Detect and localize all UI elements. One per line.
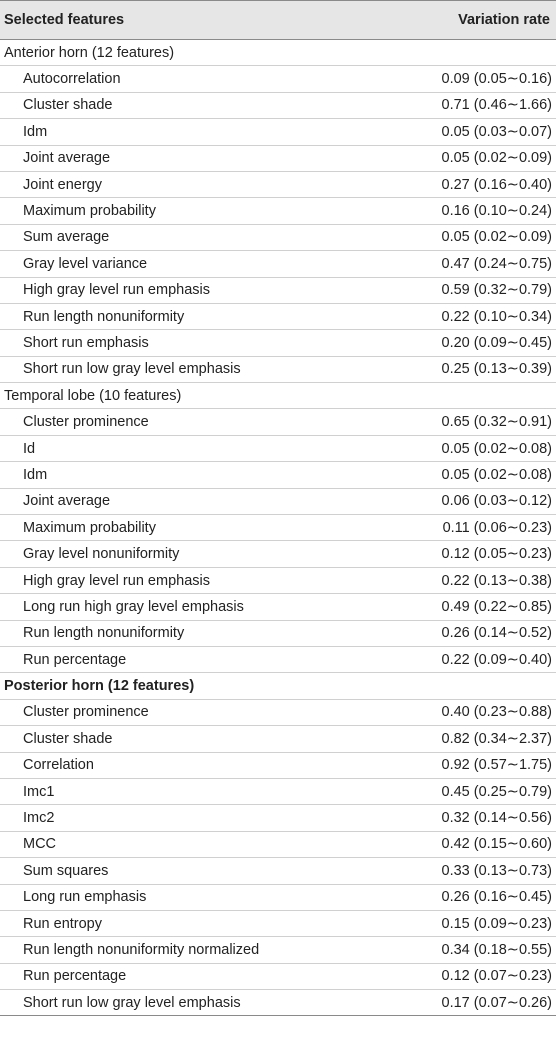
variation-rate-value: 0.20 (0.09∼0.45) <box>441 334 552 351</box>
variation-rate-value: 0.27 (0.16∼0.40) <box>441 176 552 193</box>
feature-name: Run length nonuniformity <box>23 625 185 642</box>
table-row <box>0 172 556 198</box>
table-row <box>0 462 556 488</box>
header-variation-rate: Variation rate <box>458 12 550 28</box>
table-row <box>0 594 556 620</box>
table-row <box>0 726 556 752</box>
table-row <box>0 251 556 277</box>
feature-name: Run percentage <box>23 651 127 668</box>
table-row <box>0 119 556 145</box>
group-header-row <box>0 383 556 409</box>
variation-rate-value: 0.12 (0.07∼0.23) <box>441 968 552 985</box>
table-row <box>0 357 556 383</box>
variation-rate-value: 0.47 (0.24∼0.75) <box>441 255 552 272</box>
table-row <box>0 753 556 779</box>
variation-rate-value: 0.42 (0.15∼0.60) <box>441 836 552 853</box>
table-row <box>0 489 556 515</box>
variation-rate-value: 0.33 (0.13∼0.73) <box>441 862 552 879</box>
table-row <box>0 937 556 963</box>
feature-name: Joint average <box>23 493 111 510</box>
table-row <box>0 647 556 673</box>
variation-rate-value: 0.26 (0.16∼0.45) <box>441 889 552 906</box>
feature-name: High gray level run emphasis <box>23 572 210 589</box>
group-header-row <box>0 673 556 699</box>
feature-name: Cluster prominence <box>23 704 149 721</box>
feature-name: Run length nonuniformity <box>23 308 185 325</box>
feature-name: Joint energy <box>23 176 102 193</box>
feature-name: Short run low gray level emphasis <box>23 361 241 378</box>
variation-rate-value: 0.22 (0.10∼0.34) <box>441 308 552 325</box>
table-row <box>0 885 556 911</box>
variation-rate-value: 0.06 (0.03∼0.12) <box>441 493 552 510</box>
table-header <box>0 0 556 40</box>
table-row <box>0 278 556 304</box>
feature-name: Maximum probability <box>23 203 156 220</box>
feature-name: Sum squares <box>23 862 109 879</box>
variation-rate-value: 0.59 (0.32∼0.79) <box>441 282 552 299</box>
table-row <box>0 304 556 330</box>
feature-name: Correlation <box>23 757 94 774</box>
table-row <box>0 436 556 462</box>
table-row <box>0 515 556 541</box>
variation-rate-value: 0.45 (0.25∼0.79) <box>441 783 552 800</box>
variation-rate-value: 0.40 (0.23∼0.88) <box>441 704 552 721</box>
variation-rate-value: 0.05 (0.03∼0.07) <box>441 123 552 140</box>
feature-name: Idm <box>23 123 48 140</box>
variation-rate-value: 0.92 (0.57∼1.75) <box>441 757 552 774</box>
variation-rate-value: 0.05 (0.02∼0.08) <box>441 440 552 457</box>
feature-name: Imc1 <box>23 783 55 800</box>
feature-name: Long run emphasis <box>23 889 147 906</box>
variation-rate-value: 0.09 (0.05∼0.16) <box>441 71 552 88</box>
table-row <box>0 541 556 567</box>
variation-rate-value: 0.32 (0.14∼0.56) <box>441 810 552 827</box>
table-row <box>0 93 556 119</box>
table-row <box>0 198 556 224</box>
feature-name: Imc2 <box>23 810 55 827</box>
feature-name: High gray level run emphasis <box>23 282 210 299</box>
feature-name: Idm <box>23 466 48 483</box>
header-selected-features: Selected features <box>4 12 125 28</box>
variation-rate-value: 0.25 (0.13∼0.39) <box>441 361 552 378</box>
feature-name: Cluster prominence <box>23 414 149 431</box>
feature-name: Id <box>23 440 36 457</box>
table-row <box>0 858 556 884</box>
feature-name: Joint average <box>23 150 111 167</box>
table-row <box>0 964 556 990</box>
table-row <box>0 779 556 805</box>
variation-rate-value: 0.05 (0.02∼0.08) <box>441 466 552 483</box>
feature-name: Short run low gray level emphasis <box>23 994 241 1011</box>
group-title: Temporal lobe (10 features) <box>4 387 182 404</box>
variation-rate-value: 0.05 (0.02∼0.09) <box>441 150 552 167</box>
variation-rate-value: 0.15 (0.09∼0.23) <box>441 915 552 932</box>
table-row <box>0 225 556 251</box>
feature-name: Long run high gray level emphasis <box>23 598 244 615</box>
variation-rate-value: 0.82 (0.34∼2.37) <box>441 730 552 747</box>
variation-rate-value: 0.49 (0.22∼0.85) <box>441 598 552 615</box>
feature-name: MCC <box>23 836 57 853</box>
feature-name: Maximum probability <box>23 519 156 536</box>
variation-rate-value: 0.05 (0.02∼0.09) <box>441 229 552 246</box>
feature-name: Cluster shade <box>23 97 113 114</box>
variation-rate-value: 0.71 (0.46∼1.66) <box>441 97 552 114</box>
table-row <box>0 66 556 92</box>
group-title: Posterior horn (12 features) <box>4 678 195 695</box>
variation-rate-value: 0.65 (0.32∼0.91) <box>441 414 552 431</box>
table-row <box>0 911 556 937</box>
feature-name: Run entropy <box>23 915 102 932</box>
variation-rate-value: 0.22 (0.09∼0.40) <box>441 651 552 668</box>
feature-name: Short run emphasis <box>23 334 149 351</box>
table-row <box>0 805 556 831</box>
feature-name: Run percentage <box>23 968 127 985</box>
feature-name: Gray level nonuniformity <box>23 546 180 563</box>
variation-rate-value: 0.34 (0.18∼0.55) <box>441 941 552 958</box>
table-body <box>0 40 556 1016</box>
variation-rate-value: 0.22 (0.13∼0.38) <box>441 572 552 589</box>
table-row <box>0 146 556 172</box>
variation-rate-value: 0.26 (0.14∼0.52) <box>441 625 552 642</box>
feature-name: Autocorrelation <box>23 71 121 88</box>
variation-rate-value: 0.16 (0.10∼0.24) <box>441 203 552 220</box>
feature-name: Gray level variance <box>23 255 148 272</box>
variation-rate-value: 0.17 (0.07∼0.26) <box>441 994 552 1011</box>
table-row <box>0 330 556 356</box>
table-row <box>0 568 556 594</box>
group-header-row <box>0 40 556 66</box>
feature-name: Cluster shade <box>23 730 113 747</box>
variation-rate-value: 0.12 (0.05∼0.23) <box>441 546 552 563</box>
feature-name: Sum average <box>23 229 110 246</box>
feature-name: Run length nonuniformity normalized <box>23 941 260 958</box>
table-row <box>0 409 556 435</box>
table-row <box>0 621 556 647</box>
variation-rate-value: 0.11 (0.06∼0.23) <box>442 519 552 536</box>
table-row <box>0 832 556 858</box>
group-title: Anterior horn (12 features) <box>4 44 175 61</box>
table-row <box>0 700 556 726</box>
table-row <box>0 990 556 1016</box>
